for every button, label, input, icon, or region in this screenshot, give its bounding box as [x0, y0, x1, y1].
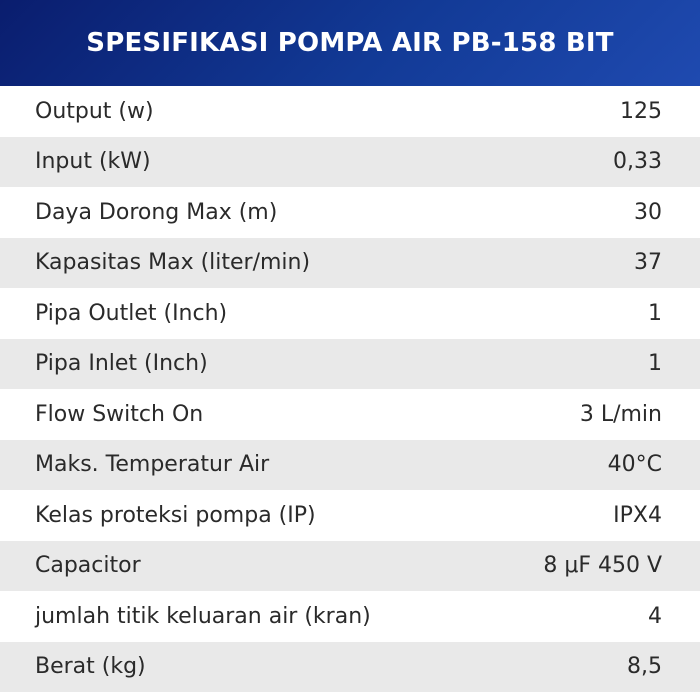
table-row [0, 642, 700, 693]
table-row [0, 490, 700, 541]
spec-label: Maks. Temperatur Air [35, 452, 270, 478]
spec-label: Flow Switch On [35, 401, 204, 427]
spec-value: 1 [648, 300, 662, 326]
spec-value: 4 [648, 603, 662, 629]
table-row [0, 389, 700, 440]
spec-label: Daya Dorong Max (m) [35, 199, 278, 225]
spec-value: 8,5 [627, 654, 662, 680]
table-row [0, 137, 700, 188]
spec-label: Pipa Inlet (Inch) [35, 351, 208, 377]
spec-value: 3 L/min [579, 401, 662, 427]
header-banner [0, 0, 700, 86]
spec-value: IPX4 [613, 502, 662, 528]
spec-label: Pipa Outlet (Inch) [35, 300, 228, 326]
spec-value: 1 [648, 351, 662, 377]
spec-value: 125 [620, 98, 662, 124]
table-row [0, 187, 700, 238]
table-row [0, 440, 700, 491]
table-row [0, 288, 700, 339]
spec-label: Input (kW) [35, 149, 151, 175]
spec-label: Kelas proteksi pompa (IP) [35, 502, 316, 528]
spec-label: Kapasitas Max (liter/min) [35, 250, 311, 276]
table-row [0, 591, 700, 642]
table-row [0, 339, 700, 390]
spec-value: 30 [634, 199, 662, 225]
spec-label: Berat (kg) [35, 654, 146, 680]
table-row [0, 86, 700, 137]
spec-value: 8 μF 450 V [543, 553, 662, 579]
spec-label: Output (w) [35, 98, 154, 124]
spec-value: 40°C [607, 452, 662, 478]
spec-value: 37 [634, 250, 662, 276]
spec-value: 0,33 [613, 149, 662, 175]
table-row [0, 238, 700, 289]
table-row [0, 541, 700, 592]
spec-label: jumlah titik keluaran air (kran) [35, 603, 371, 629]
page-title: SPESIFIKASI POMPA AIR PB-158 BIT [86, 28, 614, 58]
spec-table [0, 86, 700, 700]
spec-label: Capacitor [35, 553, 141, 579]
